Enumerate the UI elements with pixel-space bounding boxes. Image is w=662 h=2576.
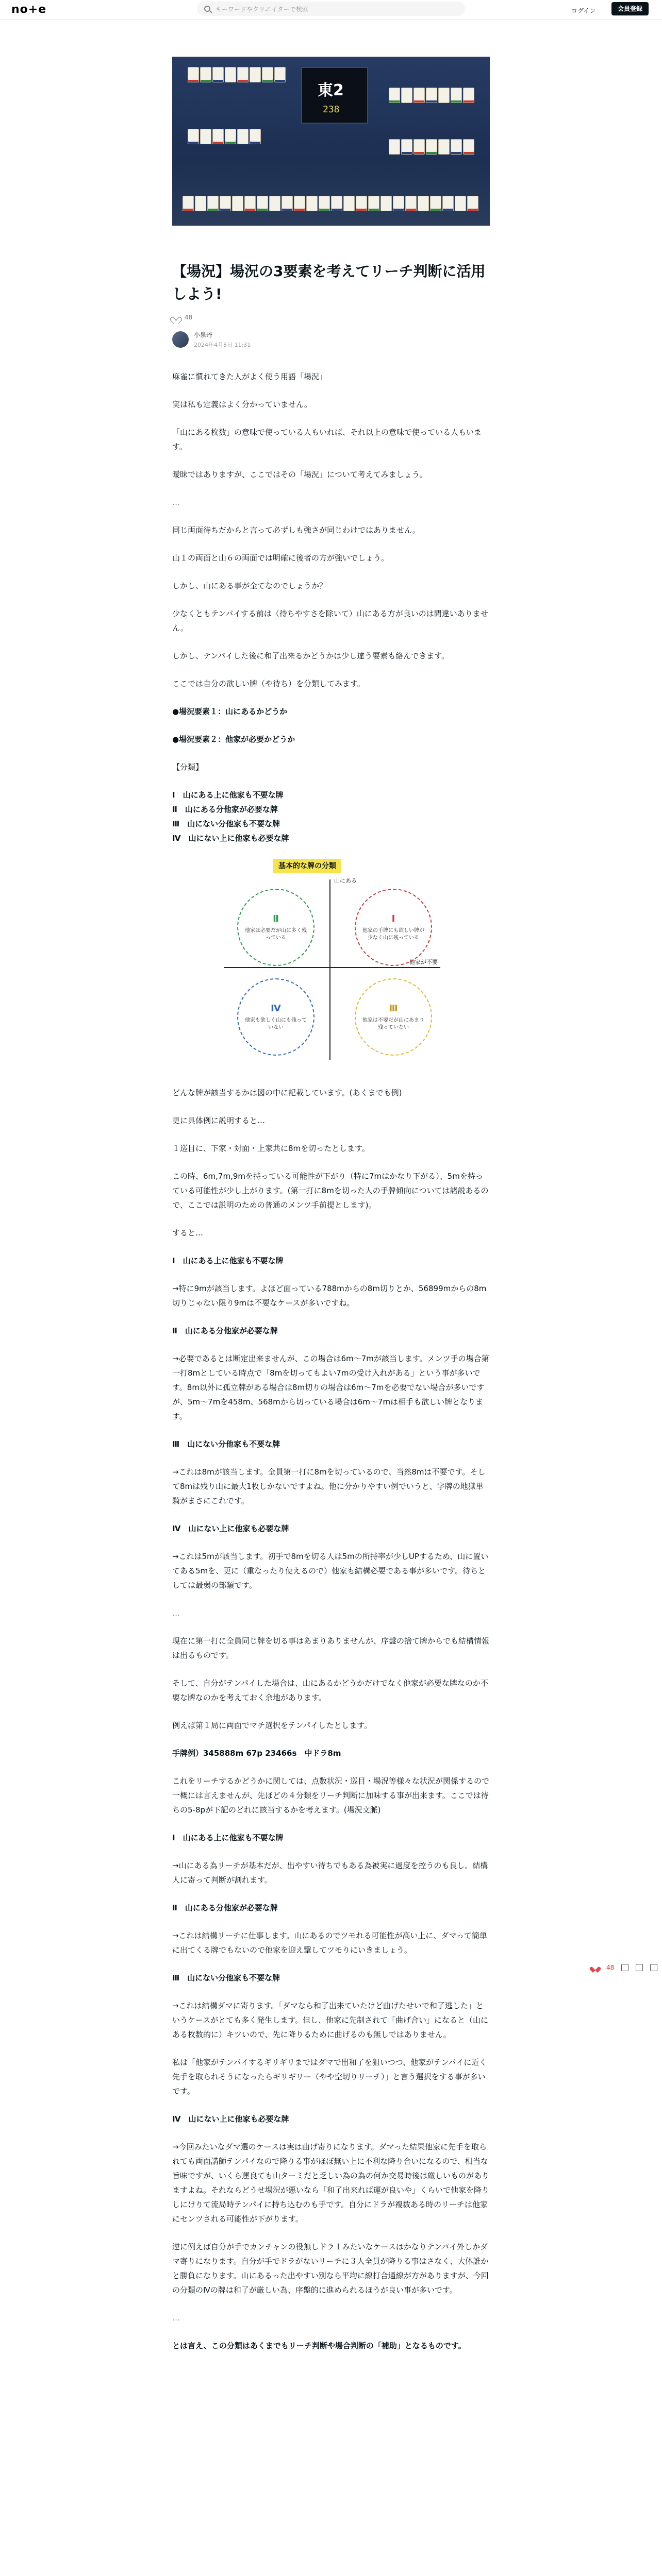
quadrant-number: Ⅲ bbox=[389, 1003, 398, 1014]
paragraph: しかし、テンパイした後に和了出来るかどうかは少し違う要素も絡んできます。 bbox=[172, 651, 450, 660]
article-body bbox=[172, 369, 490, 2353]
paragraph: 【分類】 bbox=[172, 762, 204, 772]
publish-date: 2024年4月8日 11:31 bbox=[194, 342, 251, 348]
quadrant-3 bbox=[355, 978, 432, 1056]
paragraph: 更に具体例に説明すると… bbox=[172, 1116, 266, 1125]
hand-example: 手牌例）345888m 67p 23466s 中ドラ8m bbox=[172, 1749, 341, 1758]
signup-button[interactable]: 会員登録 bbox=[611, 2, 649, 15]
paragraph: →山にある為リーチが基本だが、出やすい待ちでもある為被実に過度を控うのも良し。結構人に寄って判断が割れます。 bbox=[172, 1861, 488, 1885]
quadrant-number: Ⅳ bbox=[271, 1003, 281, 1014]
paragraph: 実は私も定義はよく分かっていません。 bbox=[172, 400, 312, 409]
paragraph: →必要であるとは断定出来ませんが、この場合は6m〜7mが該当します。メンツ手の場合第一打8mとしている時点で「8mを切ってもよい7mの受け入れがある」という事が多いです。8m以外に孤立牌がある場合は8m切りの場合は6m〜7mを必要でない場合が多いですが、5m〜7mを458m、568mから切っている場合は6m〜7mは相手も欲しい牌となります。 bbox=[172, 1354, 489, 1421]
paragraph: これをリーチするかどうかに関しては、点数状況・巡目・場況等様々な状況が関係するので一概には言えませんが、先ほどの４分類をリーチ判断に加味する事が出来ます。ここでは待ちの5-8pが下記のどれに該当するかを考えます。(場況文脈) bbox=[172, 1776, 490, 1815]
paragraph: そして、自分がテンパイした場合は、山にあるかどうかだけでなく他家が必要な牌なのか不要な牌なのかを考えておく余地があります。 bbox=[172, 1679, 488, 1702]
paragraph: →特に9mが該当します。よほど面っている788mからの8m切りとか、56899mからの8m切りじゃない限り9mは不要なケースが多いですね。 bbox=[172, 1284, 487, 1308]
key-point: ●場況要素１：山にあるかどうか bbox=[172, 707, 288, 716]
bookmark-icon[interactable] bbox=[636, 1964, 643, 1971]
round-indicator bbox=[301, 67, 368, 124]
list-item: Ⅳ 山にない上に他家も必要な牌 bbox=[172, 834, 289, 843]
section-heading: Ⅲ 山にない分他家も不要な牌 bbox=[172, 1439, 280, 1449]
axis-label-top: 山にある bbox=[334, 877, 357, 884]
list-item: Ⅱ 山にある分他家が必要な牌 bbox=[172, 805, 278, 814]
quadrant-2 bbox=[237, 889, 315, 966]
search-icon bbox=[204, 6, 210, 12]
quadrant-1 bbox=[355, 889, 432, 966]
quadrant-4 bbox=[237, 978, 315, 1056]
paragraph: とは言え、この分類はあくまでもリーチ判断や場合判断の「補助」となるものです。 bbox=[172, 2341, 466, 2350]
tile-row-left bbox=[188, 129, 261, 144]
paragraph: 少なくともテンパイする前は（待ちやすさを除いて）山にある方が良いのは間違いありません。 bbox=[172, 609, 488, 633]
round-label: 東2 bbox=[318, 81, 344, 99]
quadrant-text: 他家は必要だが山に多く残っている bbox=[245, 927, 307, 941]
section-heading: Ⅳ 山にない上に他家も必要な牌 bbox=[172, 1524, 289, 1533]
paragraph: 例えば第１局に両面でマチ選択をテンパイしたとします。 bbox=[172, 1721, 372, 1730]
quadrant-number: Ⅰ bbox=[391, 913, 395, 924]
list-item: Ⅲ 山にない分他家も不要な牌 bbox=[172, 819, 280, 828]
paragraph: 「山にある枚数」の意味で使っている人もいれば、それ以上の意味で使っている人もいます。 bbox=[172, 428, 482, 451]
separator: … bbox=[172, 2313, 180, 2323]
key-point: ●場況要素２：他家が必要かどうか bbox=[172, 735, 295, 744]
comment-icon[interactable] bbox=[621, 1964, 628, 1971]
tile-row-bottom bbox=[183, 196, 478, 211]
paragraph: すると… bbox=[172, 1228, 204, 1238]
paragraph: 山１の両面と山６の両面では明確に後者の方が強いでしょう。 bbox=[172, 553, 389, 563]
section-heading: Ⅱ 山にある分他家が必要な牌 bbox=[172, 1903, 278, 1912]
quadrant-text: 他家も欲しく山にも残っていない bbox=[245, 1017, 307, 1030]
horizontal-axis bbox=[224, 967, 440, 968]
floating-action-bar bbox=[592, 1964, 657, 1971]
note-logo[interactable]: no+e bbox=[11, 3, 47, 16]
like-row[interactable] bbox=[172, 314, 490, 321]
list-item: Ⅰ 山にある上に他家も不要な牌 bbox=[172, 790, 284, 800]
paragraph: 曖昧ではありますが、ここではその「場況」について考えてみましょう。 bbox=[172, 470, 427, 479]
search-placeholder: キーワードやクリエイターで検索 bbox=[216, 5, 308, 13]
paragraph: 私は「他家がテンパイするギリギリまではダマで出和了を狙いつつ、他家がテンパイに近く先手を取られそうになったらギリギリー（やや空切りリーチ）」と言う選択をする事が多いです。 bbox=[172, 2058, 487, 2096]
separator: … bbox=[172, 1608, 180, 1618]
vertical-axis bbox=[329, 879, 330, 1060]
paragraph: →これは結構ダマに寄ります。「ダマなら和了出来ていたけど曲げたせいで和了逃した」というケースがとても多く発生します。但し、他家に先制されて「曲げ合い」になると（山にある枚数的に）キツいので、先に降りるために曲げるのも無しではありません。 bbox=[172, 2001, 489, 2039]
paragraph: →これは8mが該当します。全員第一打に8mを切っているので、当然8mは不要です。そして8mは残り山に最大1枚しかないですよね。他に分かりやすい例でいうと、字牌の地獄単騎がまさにこれです。 bbox=[172, 1467, 486, 1505]
paragraph: どんな牌が該当するかは図の中に記載しています。(あくまでも例) bbox=[172, 1088, 402, 1097]
quadrant-text: 他家は不要だが山にあまり残っていない bbox=[362, 1017, 424, 1030]
paragraph: しかし、山にある事が全てなのでしょうか？ bbox=[172, 581, 327, 590]
section-heading: Ⅰ 山にある上に他家も不要な牌 bbox=[172, 1833, 284, 1842]
paragraph: 逆に例えば自分が手でカンチャンの役無しドラ１みたいなケースはかなりテンパイ外しかダマ寄りになります。自分が手でドラがないリーチに３人全員が降りる事はさなく、大体誰かと勝負になります。山にあるった出やすい別なら平均に線打合通線が方がありますが、今回の分類のⅣの牌は和了が厳しい為、序盤的に進められるほうが良い事が多いです。 bbox=[172, 2242, 489, 2295]
paragraph: この時、6m,7m,9mを持っている可能性が下がり（特に7mはかなり下がる）、5mを持っている可能性が少し上がります。(第一打に8mを切った人の手牌傾向については諸説あるので、ここでは説明のための普通のメンツ手前提とします)。 bbox=[172, 1172, 489, 1210]
author-name[interactable]: 小泉丹 bbox=[194, 331, 213, 338]
hero-image bbox=[172, 57, 490, 226]
section-heading: Ⅱ 山にある分他家が必要な牌 bbox=[172, 1326, 278, 1335]
section-heading: Ⅰ 山にある上に他家も不要な牌 bbox=[172, 1256, 284, 1265]
more-icon[interactable] bbox=[650, 1964, 657, 1971]
tile-row-right bbox=[389, 88, 474, 103]
section-heading: Ⅲ 山にない分他家も不要な牌 bbox=[172, 1973, 280, 1982]
author-block[interactable] bbox=[172, 330, 490, 349]
section-heading: Ⅳ 山にない上に他家も必要な牌 bbox=[172, 2114, 289, 2124]
like-heart-icon[interactable] bbox=[592, 1964, 599, 1971]
tile-row-mid bbox=[389, 139, 474, 155]
search-box[interactable] bbox=[197, 2, 465, 16]
classification-list bbox=[172, 788, 490, 845]
paragraph: →今回みたいなダマ選のケースは実は曲げ寄りになります。ダマった結果他家に先手を取られても両面講師テンパイなので降りる事がほぼ無い上に不利な降り合いになるので、相当な旨味ですが、いくら運良ても山ターミだと乏しい為の為の何か交易時後は厳しいものがありますよね。それならどうせ場況が悪いなら「和了出来れば運が良いや」くらいで他家を降りしにけりて流局時テンパイに持ち込むのも手です。自分にドラが複数ある時のリーチは他家にセンツされる可能性が下がります。 bbox=[172, 2142, 490, 2224]
tile-row-top bbox=[188, 67, 286, 82]
article-title: 【場況】場況の3要素を考えてリーチ判断に活用しよう! bbox=[172, 263, 486, 302]
heart-icon[interactable] bbox=[172, 314, 179, 320]
login-button[interactable]: ログイン bbox=[571, 7, 596, 14]
quadrant-text: 他家の手牌にも欲しい牌が少なく山に残っている bbox=[362, 927, 424, 941]
paragraph: １巡目に、下家・対面・上家共に8mを切ったとします。 bbox=[172, 1144, 370, 1153]
paragraph: →これは5mが該当します。初手で8mを切る人は5mの所持率が少しUPするため、山に置いてある5mを、更に（重なったり使えるので）他家も結構必要である事が多いです。待ちとしては最弱の部類です。 bbox=[172, 1552, 489, 1590]
article bbox=[172, 260, 490, 2366]
axis-label-right: 他家が不要 bbox=[409, 959, 438, 965]
like-count: 48 bbox=[185, 314, 193, 321]
separator: … bbox=[172, 498, 180, 507]
paragraph: 麻雀に慣れてきた人がよく使う用語「場況」 bbox=[172, 372, 327, 381]
floating-like-count: 48 bbox=[606, 1964, 615, 1971]
top-bar bbox=[0, 0, 662, 20]
paragraph: →これは結構リーチに仕事します。山にあるのでツモれる可能性が高い上に、ダマって簡単に出てくる牌でもないので他家を迎え撃してツモりにいきましょう。 bbox=[172, 1931, 487, 1955]
quadrant-number: Ⅱ bbox=[273, 913, 279, 924]
avatar[interactable] bbox=[172, 331, 189, 348]
diagram-title: 基本的な牌の分類 bbox=[273, 859, 341, 873]
paragraph: 同じ両面待ちだからと言って必ずしも強さが同じわけではありません。 bbox=[172, 526, 420, 535]
classification-diagram bbox=[213, 859, 445, 1065]
paragraph: ここでは自分の欲しい牌（や待ち）を分類してみます。 bbox=[172, 679, 365, 688]
remaining-count: 238 bbox=[323, 104, 340, 115]
paragraph: 現在に第一打に全員同じ牌を切る事はあまりありませんが、序盤の捨て牌からでも結構情報は出るものです。 bbox=[172, 1636, 489, 1660]
